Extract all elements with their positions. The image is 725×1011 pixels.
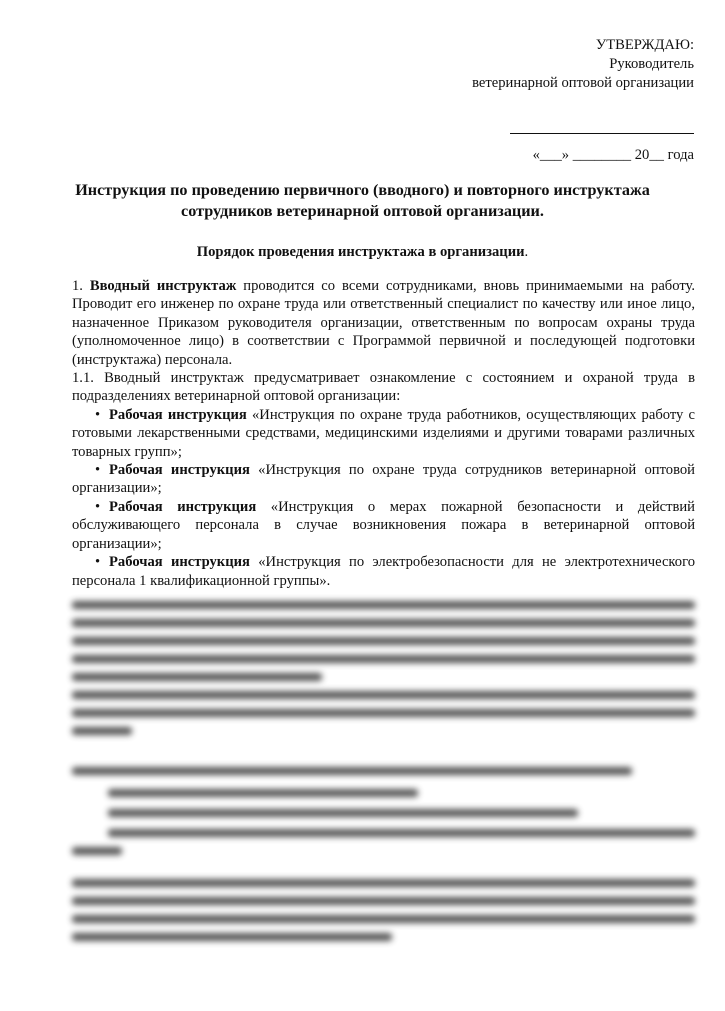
paragraph-1-text: проводится со всеми сотрудниками, вновь принимаемыми на работу. Проводит его инженер по охране труда или ответственный специалист по качеству или иное лицо, назначенное Приказом руководителя организации, ответственным по вопросам охраны труда (уполномоченное лицо) в соответствии с Программой первичной и последующей подготовки (инструктажа) персонала. [72,278,695,368]
paragraph-1-1: 1.1. Вводный инструктаж предусматривает ознакомление с состоянием и охраной труда в подразделениях ветеринарной оптовой организации: [72,370,695,405]
approve-label: УТВЕРЖДАЮ: [595,37,694,53]
list-item: • Рабочая инструкция «Инструкция по охране труда работников, осуществляющих работу с готовыми лекарственными средствами, медицинскими изделиями и другими товарами различных товарных групп»; [72,406,695,460]
list-item: • Рабочая инструкция «Инструкция по охране труда сотрудников ветеринарной оптовой организации»; [72,462,695,497]
list-item-bold: Рабочая инструкция [109,406,247,423]
list-item-text: «Инструкция по охране труда работников, осуществляющих работу с готовыми лекарственными средствами, медицинскими изделиями и другими товарами различных товарных групп»; [72,406,695,460]
paragraph-1-bold: Вводный инструктаж [89,278,237,294]
document-body [72,277,695,590]
signature-line [510,123,694,134]
list-item-bold: Рабочая инструкция [109,462,250,479]
list-item-text: «Инструкция по электробезопасности для не электротехнического персонала 1 квалификационной группы». [72,554,695,589]
section-heading-text: Порядок проведения инструктажа в организации [196,244,525,260]
list-item: • Рабочая инструкция «Инструкция по электробезопасности для не электротехнического персонала 1 квалификационной группы». [72,554,695,589]
approval-block [472,36,694,165]
list-item-text: «Инструкция по охране труда сотрудников ветеринарной оптовой организации»; [72,462,695,497]
list-item-bold: Рабочая инструкция [109,554,250,571]
paragraph-1 [72,277,695,369]
list-item-text: «Инструкция о мерах пожарной безопасности и действий обслуживающего персонала в случае возникновения пожара в ветеринарной оптовой организации»; [72,498,695,552]
section-heading: Порядок проведения инструктажа в организации. [196,244,529,260]
approver-position-line1: Руководитель [609,56,694,72]
list-item-bold: Рабочая инструкция [109,498,257,515]
instruction-list [72,406,695,590]
approver-position-line2: ветеринарной оптовой организации [472,75,694,91]
list-item: • Рабочая инструкция «Инструкция о мерах пожарной безопасности и действий обслуживающего персонала в случае возникновения пожара в ветеринарной оптовой организации»; [72,498,695,552]
document-title: Инструкция по проведению первичного (вводного) и повторного инструктажа сотрудников ветеринарной оптовой организации. [75,181,650,220]
approval-date: «___» ________ 20__ года [532,147,694,163]
paragraph-1-number: 1. [72,278,90,294]
